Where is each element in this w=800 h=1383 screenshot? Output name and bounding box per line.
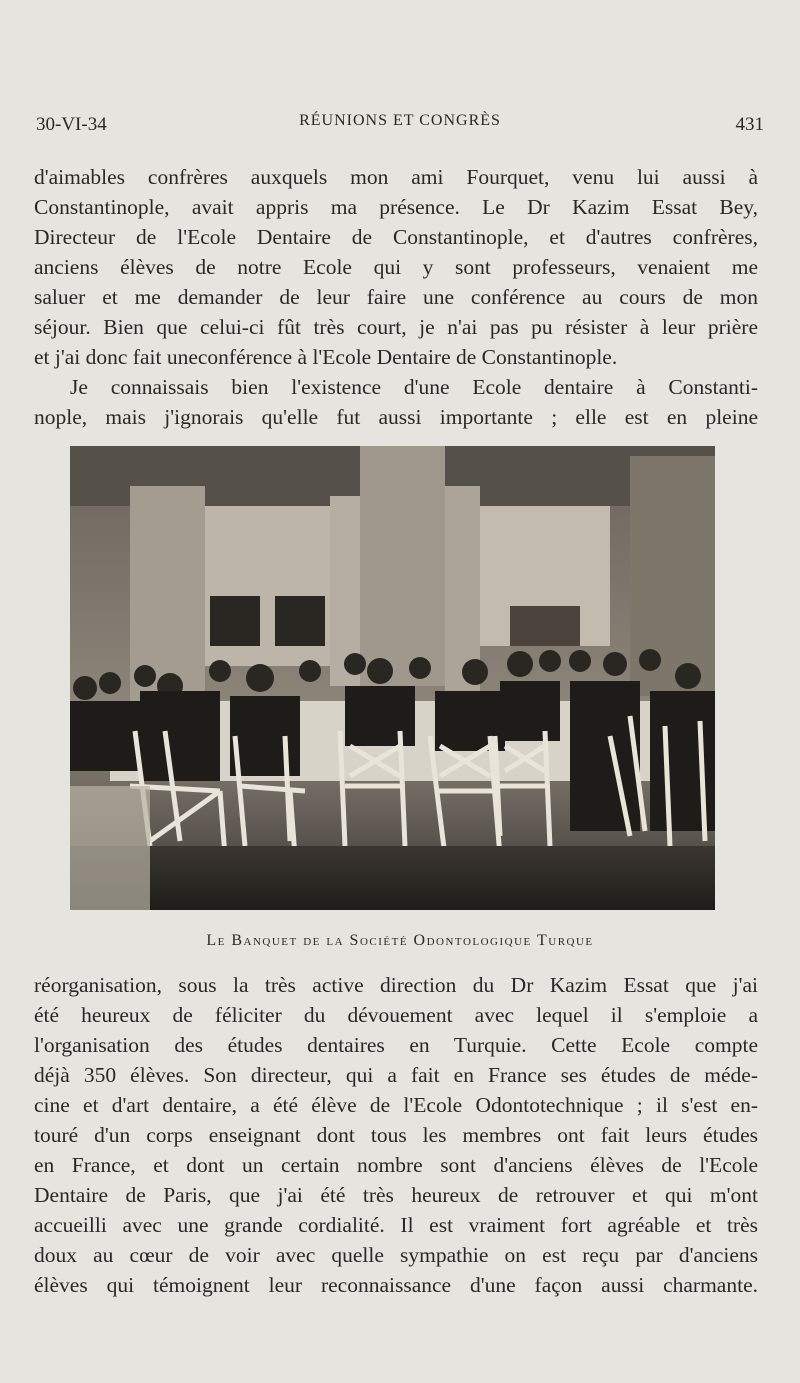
text-line: déjà 350 élèves. Son directeur, qui a fait en France ses études de méde- bbox=[34, 1063, 758, 1087]
text-line: en France, et dont un certain nombre sont d'anciens élèves de l'Ecole bbox=[34, 1153, 758, 1177]
banquet-photo-illustration bbox=[70, 446, 715, 910]
page-number: 431 bbox=[735, 114, 764, 135]
header-date: 30-VI-34 bbox=[36, 114, 107, 135]
text-line: saluer et me demander de leur faire une conférence au cours de mon bbox=[34, 285, 758, 309]
text-line: touré d'un corps enseignant dont tous les membres ont fait leurs études bbox=[34, 1123, 758, 1147]
text-line: Dentaire de Paris, que j'ai été très heureux de retrouver et qui m'ont bbox=[34, 1183, 758, 1207]
header-title: RÉUNIONS ET CONGRÈS bbox=[299, 112, 501, 129]
text-line: cine et d'art dentaire, a été élève de l'Ecole Odontotechnique ; il s'est en- bbox=[34, 1093, 758, 1117]
text-line: Directeur de l'Ecole Dentaire de Constantinople, et d'autres confrères, bbox=[34, 225, 758, 249]
text-line: Constantinople, avait appris ma présence. Le Dr Kazim Essat Bey, bbox=[34, 195, 758, 219]
text-line: Je connaissais bien l'existence d'une Ecole dentaire à Constanti- bbox=[70, 375, 758, 399]
banquet-photo bbox=[70, 446, 715, 910]
text-line: accueilli avec une grande cordialité. Il est vraiment fort agréable et très bbox=[34, 1213, 758, 1237]
text-line: doux au cœur de voir avec quelle sympathie on est reçu par d'anciens bbox=[34, 1243, 758, 1267]
running-header bbox=[36, 110, 764, 140]
text-line: nople, mais j'ignorais qu'elle fut aussi importante ; elle est en pleine bbox=[34, 405, 758, 429]
text-line: anciens élèves de notre Ecole qui y sont professeurs, venaient me bbox=[34, 255, 758, 279]
text-line: été heureux de féliciter du dévouement avec lequel il s'emploie a bbox=[34, 1003, 758, 1027]
paragraph-1 bbox=[34, 162, 758, 372]
paragraph-3 bbox=[34, 970, 758, 1300]
photo-caption: Le Banquet de la Société Odontologique Turque bbox=[206, 932, 594, 949]
text-line: et j'ai donc fait uneconférence à l'Ecole Dentaire de Constantinople. bbox=[34, 345, 618, 369]
text-line: élèves qui témoignent leur reconnaissance d'une façon aussi charmante. bbox=[34, 1273, 758, 1297]
text-line: l'organisation des études dentaires en Turquie. Cette Ecole compte bbox=[34, 1033, 758, 1057]
text-line: réorganisation, sous la très active direction du Dr Kazim Essat que j'ai bbox=[34, 973, 758, 997]
text-line: séjour. Bien que celui-ci fût très court, je n'ai pas pu résister à leur prière bbox=[34, 315, 758, 339]
paragraph-2 bbox=[34, 372, 758, 432]
text-line: d'aimables confrères auxquels mon ami Fourquet, venu lui aussi à bbox=[34, 165, 758, 189]
